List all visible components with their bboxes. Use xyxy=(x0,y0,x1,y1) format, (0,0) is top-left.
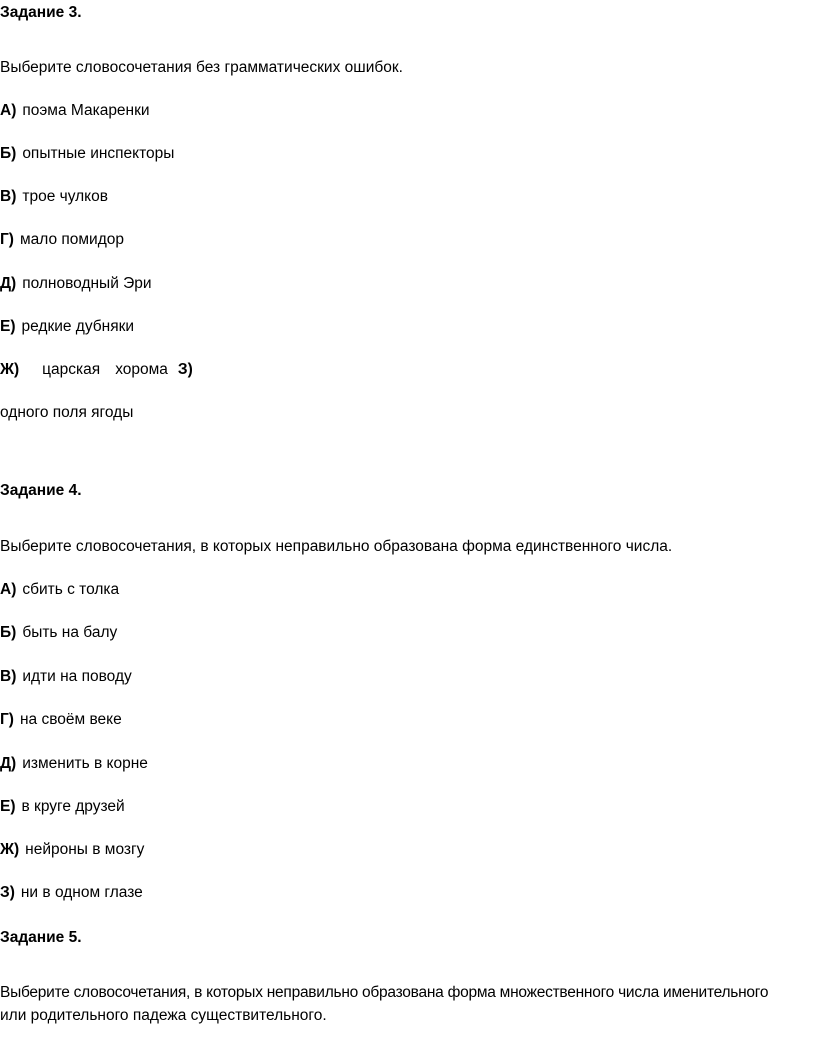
task3-option-e xyxy=(0,317,134,337)
option-letter: Д) xyxy=(0,275,17,292)
option-text: в круге друзей xyxy=(21,798,125,815)
option-letter: Ж) xyxy=(0,361,20,378)
task4-option-zh xyxy=(0,840,144,860)
option-text: нейроны в мозгу xyxy=(25,841,145,858)
option-text: полноводный Эри xyxy=(22,275,152,292)
task4-option-z xyxy=(0,883,143,903)
option-text: сбить с толка xyxy=(22,581,120,598)
option-text: изменить в корне xyxy=(22,755,148,772)
option-text: опытные инспекторы xyxy=(22,145,175,162)
option-letter: В) xyxy=(0,668,17,685)
option-letter: З) xyxy=(0,884,15,901)
task3-option-a xyxy=(0,101,150,121)
option-letter: А) xyxy=(0,102,17,119)
option-letter: Г) xyxy=(0,231,14,248)
task3-heading: Задание 3. xyxy=(0,4,82,21)
task3-option-g xyxy=(0,230,124,250)
task5-prompt-line2: или родительного падежа существительного. xyxy=(0,1007,327,1024)
task4-option-v xyxy=(0,667,132,687)
task3-option-v xyxy=(0,187,108,207)
task4-option-e xyxy=(0,797,125,817)
task4-option-g xyxy=(0,710,122,730)
task4-option-b xyxy=(0,623,117,643)
task5-prompt-line1: Выберите словосочетания, в которых неправильно образована форма множественного числа именительного xyxy=(0,984,769,1001)
task4-prompt: Выберите словосочетания, в которых неправильно образована форма единственного числа. xyxy=(0,538,673,555)
task4-option-d xyxy=(0,754,148,774)
option-letter: З) xyxy=(177,361,193,378)
option-text: идти на поводу xyxy=(22,668,132,685)
task3-prompt: Выберите словосочетания без грамматических ошибок. xyxy=(0,59,403,76)
option-letter: Д) xyxy=(0,755,17,772)
option-letter: Ж) xyxy=(0,841,20,858)
option-text: редкие дубняки xyxy=(21,318,135,335)
option-letter: Г) xyxy=(0,711,14,728)
option-text: мало помидор xyxy=(19,231,124,248)
task5-heading: Задание 5. xyxy=(0,929,82,946)
task3-option-b xyxy=(0,144,174,164)
option-letter: А) xyxy=(0,581,17,598)
option-letter: Б) xyxy=(0,145,17,162)
option-text: поэма Макаренки xyxy=(22,102,150,119)
option-text: на своём веке xyxy=(19,711,122,728)
option-text: царская xyxy=(42,361,101,378)
option-text: ни в одном глазе xyxy=(20,884,143,901)
task3-option-zh xyxy=(0,360,193,380)
task3-option-z-text: одного поля ягоды xyxy=(0,404,134,421)
option-text-cont: хорома xyxy=(115,361,168,378)
option-letter: Е) xyxy=(0,798,16,815)
option-text: трое чулков xyxy=(22,188,108,205)
option-letter: Е) xyxy=(0,318,16,335)
task4-option-a xyxy=(0,580,119,600)
option-text: быть на балу xyxy=(22,624,118,641)
task4-heading: Задание 4. xyxy=(0,482,82,499)
task3-option-d xyxy=(0,274,152,294)
option-letter: В) xyxy=(0,188,17,205)
option-letter: Б) xyxy=(0,624,17,641)
